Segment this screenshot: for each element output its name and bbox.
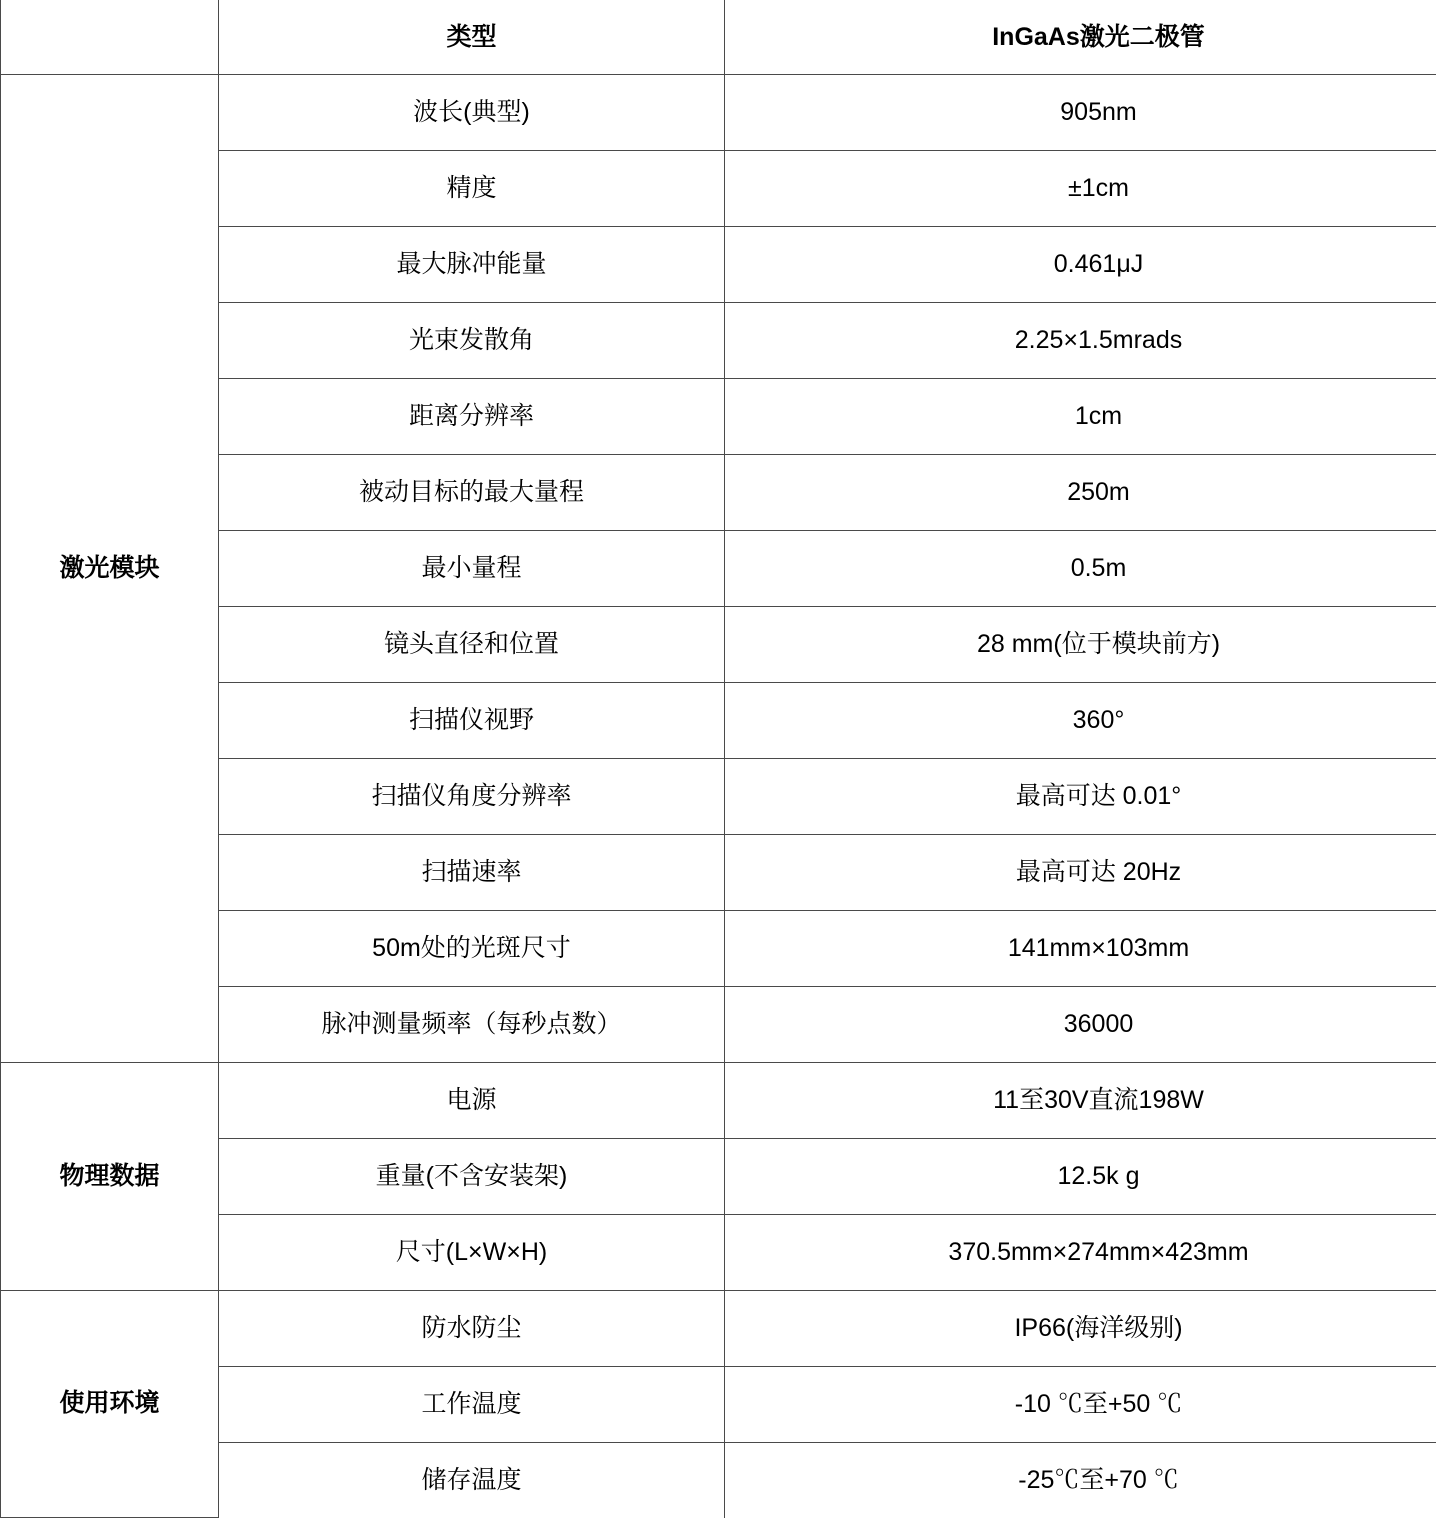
param-label: 波长(典型): [219, 75, 725, 151]
param-value: IP66(海洋级别): [725, 1290, 1436, 1366]
param-value: 0.461μJ: [725, 227, 1436, 303]
table-row: [1, 75, 1436, 151]
param-label: 精度: [219, 151, 725, 227]
param-label: 光束发散角: [219, 303, 725, 379]
param-value: 141mm×103mm: [725, 911, 1436, 987]
param-label: 被动目标的最大量程: [219, 455, 725, 531]
param-value: 11至30V直流198W: [725, 1063, 1436, 1139]
param-value: -10 ℃至+50 ℃: [725, 1366, 1436, 1442]
param-label: 最小量程: [219, 531, 725, 607]
param-label: 工作温度: [219, 1366, 725, 1442]
param-label: 脉冲测量频率（每秒点数）: [219, 987, 725, 1063]
param-value: 最高可达 20Hz: [725, 835, 1436, 911]
group-label-physical-data: 物理数据: [1, 1063, 219, 1291]
param-label: 电源: [219, 1063, 725, 1139]
param-label: 扫描速率: [219, 835, 725, 911]
group-label-laser-module: 激光模块: [1, 75, 219, 1063]
table-row: [1, 1290, 1436, 1366]
param-value: ±1cm: [725, 151, 1436, 227]
param-value: 最高可达 0.01°: [725, 759, 1436, 835]
param-value: 0.5m: [725, 531, 1436, 607]
header-group-cell: [1, 0, 219, 75]
param-value: 2.25×1.5mrads: [725, 303, 1436, 379]
param-value: 905nm: [725, 75, 1436, 151]
param-label: 储存温度: [219, 1442, 725, 1517]
param-label: 50m处的光斑尺寸: [219, 911, 725, 987]
param-value: 1cm: [725, 379, 1436, 455]
group-label-operating-environment: 使用环境: [1, 1290, 219, 1517]
param-label: 尺寸(L×W×H): [219, 1214, 725, 1290]
table-row: [1, 1063, 1436, 1139]
param-label: 防水防尘: [219, 1290, 725, 1366]
param-value: 28 mm(位于模块前方): [725, 607, 1436, 683]
param-label: 镜头直径和位置: [219, 607, 725, 683]
header-value-cell: InGaAs激光二极管: [725, 0, 1436, 75]
header-param-cell: 类型: [219, 0, 725, 75]
param-label: 距离分辨率: [219, 379, 725, 455]
param-value: 360°: [725, 683, 1436, 759]
param-value: 36000: [725, 987, 1436, 1063]
param-value: 12.5k g: [725, 1138, 1436, 1214]
param-value: 370.5mm×274mm×423mm: [725, 1214, 1436, 1290]
param-label: 扫描仪视野: [219, 683, 725, 759]
param-label: 最大脉冲能量: [219, 227, 725, 303]
table-body: [1, 0, 1436, 1518]
table-header-row: [1, 0, 1436, 75]
param-value: -25℃至+70 ℃: [725, 1442, 1436, 1517]
param-label: 扫描仪角度分辨率: [219, 759, 725, 835]
param-value: 250m: [725, 455, 1436, 531]
param-label: 重量(不含安装架): [219, 1138, 725, 1214]
